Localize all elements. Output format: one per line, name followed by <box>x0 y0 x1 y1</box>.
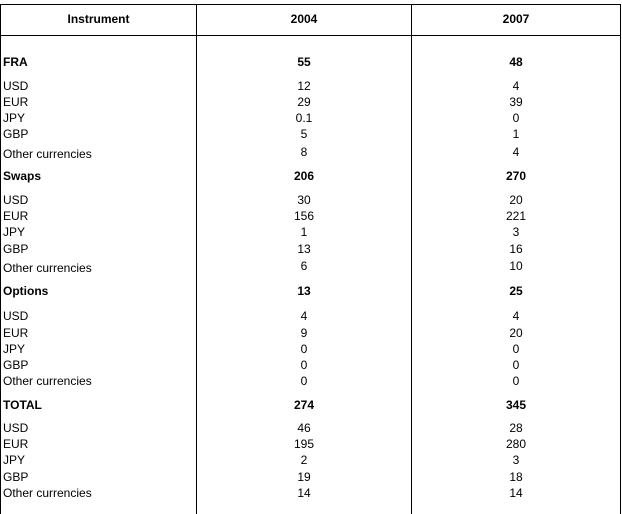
table-row <box>0 242 622 258</box>
table-row <box>0 79 622 95</box>
value-2004: 46 <box>297 421 311 435</box>
table-row <box>0 437 622 453</box>
currency-label: EUR <box>3 437 29 451</box>
table-row <box>0 145 622 161</box>
section-total-2007: 270 <box>505 169 527 183</box>
table-row <box>0 259 622 275</box>
value-2007: 28 <box>509 421 523 435</box>
value-2004: 5 <box>300 127 308 141</box>
currency-label: JPY <box>3 111 26 125</box>
section-row-swaps <box>0 169 622 185</box>
section-row-total <box>0 398 622 414</box>
value-2004: 0 <box>300 358 308 372</box>
section-total-2004: 206 <box>293 169 315 183</box>
currency-label: GBP <box>3 470 29 484</box>
currency-label: GBP <box>3 358 29 372</box>
value-2004: 195 <box>293 437 315 451</box>
table-row <box>0 225 622 241</box>
currency-label: JPY <box>3 453 26 467</box>
table-row <box>0 127 622 143</box>
table-row <box>0 358 622 374</box>
value-2004: 9 <box>300 326 308 340</box>
table-row <box>0 486 622 502</box>
currency-label: USD <box>3 193 29 207</box>
section-label: Options <box>3 284 49 298</box>
table-row <box>0 209 622 225</box>
currency-label: USD <box>3 79 29 93</box>
header-instrument: Instrument <box>67 12 130 26</box>
table-row <box>0 193 622 209</box>
value-2007: 1 <box>512 127 520 141</box>
value-2007: 4 <box>512 145 520 159</box>
table-row <box>0 470 622 486</box>
value-2004: 13 <box>297 242 311 256</box>
value-2007: 4 <box>512 309 520 323</box>
value-2007: 0 <box>512 358 520 372</box>
value-2004: 6 <box>300 259 308 273</box>
currency-label: JPY <box>3 225 26 239</box>
value-2007: 3 <box>512 453 520 467</box>
value-2004: 1 <box>300 225 308 239</box>
value-2004: 0 <box>300 374 308 388</box>
currency-label: Other currencies <box>3 261 92 275</box>
currency-label: USD <box>3 309 29 323</box>
table-row <box>0 453 622 469</box>
section-row-options <box>0 284 622 300</box>
table-row <box>0 374 622 390</box>
section-total-2007: 25 <box>509 284 523 298</box>
value-2004: 8 <box>300 145 308 159</box>
value-2007: 14 <box>509 486 523 500</box>
value-2007: 16 <box>509 242 523 256</box>
value-2004: 2 <box>300 453 308 467</box>
header-bottom-border <box>0 35 621 36</box>
header-2007: 2007 <box>502 12 530 26</box>
currency-label: Other currencies <box>3 486 92 500</box>
currency-label: EUR <box>3 209 29 223</box>
currency-label: GBP <box>3 127 29 141</box>
section-total-2004: 13 <box>297 284 311 298</box>
table-row <box>0 421 622 437</box>
value-2004: 12 <box>297 79 311 93</box>
section-total-2004: 274 <box>293 398 315 412</box>
currency-label: Other currencies <box>3 374 92 388</box>
value-2007: 20 <box>509 326 523 340</box>
value-2007: 18 <box>509 470 523 484</box>
section-total-2007: 48 <box>509 55 523 69</box>
value-2007: 39 <box>509 95 523 109</box>
value-2004: 30 <box>297 193 311 207</box>
currency-label: USD <box>3 421 29 435</box>
value-2007: 280 <box>505 437 527 451</box>
value-2004: 0 <box>300 342 308 356</box>
value-2004: 156 <box>293 209 315 223</box>
value-2007: 0 <box>512 342 520 356</box>
value-2007: 20 <box>509 193 523 207</box>
currency-label: EUR <box>3 326 29 340</box>
value-2007: 221 <box>505 209 527 223</box>
table-row <box>0 326 622 342</box>
table-row <box>0 95 622 111</box>
section-total-2007: 345 <box>505 398 527 412</box>
currency-label: EUR <box>3 95 29 109</box>
table-row <box>0 111 622 127</box>
currency-label: GBP <box>3 242 29 256</box>
value-2004: 4 <box>300 309 308 323</box>
value-2004: 19 <box>297 470 311 484</box>
section-label: TOTAL <box>3 398 42 412</box>
value-2004: 29 <box>297 95 311 109</box>
value-2007: 0 <box>512 374 520 388</box>
section-label: FRA <box>3 55 28 69</box>
table-row <box>0 342 622 358</box>
section-label: Swaps <box>3 169 42 183</box>
currency-label: Other currencies <box>3 147 92 161</box>
currency-label: JPY <box>3 342 26 356</box>
table-row <box>0 309 622 325</box>
value-2007: 10 <box>509 259 523 273</box>
value-2007: 3 <box>512 225 520 239</box>
value-2004: 14 <box>297 486 311 500</box>
value-2007: 0 <box>512 111 520 125</box>
value-2007: 4 <box>512 79 520 93</box>
section-total-2004: 55 <box>297 55 311 69</box>
header-2004: 2004 <box>290 12 318 26</box>
value-2004: 0.1 <box>295 111 313 125</box>
section-row-fra <box>0 55 622 71</box>
